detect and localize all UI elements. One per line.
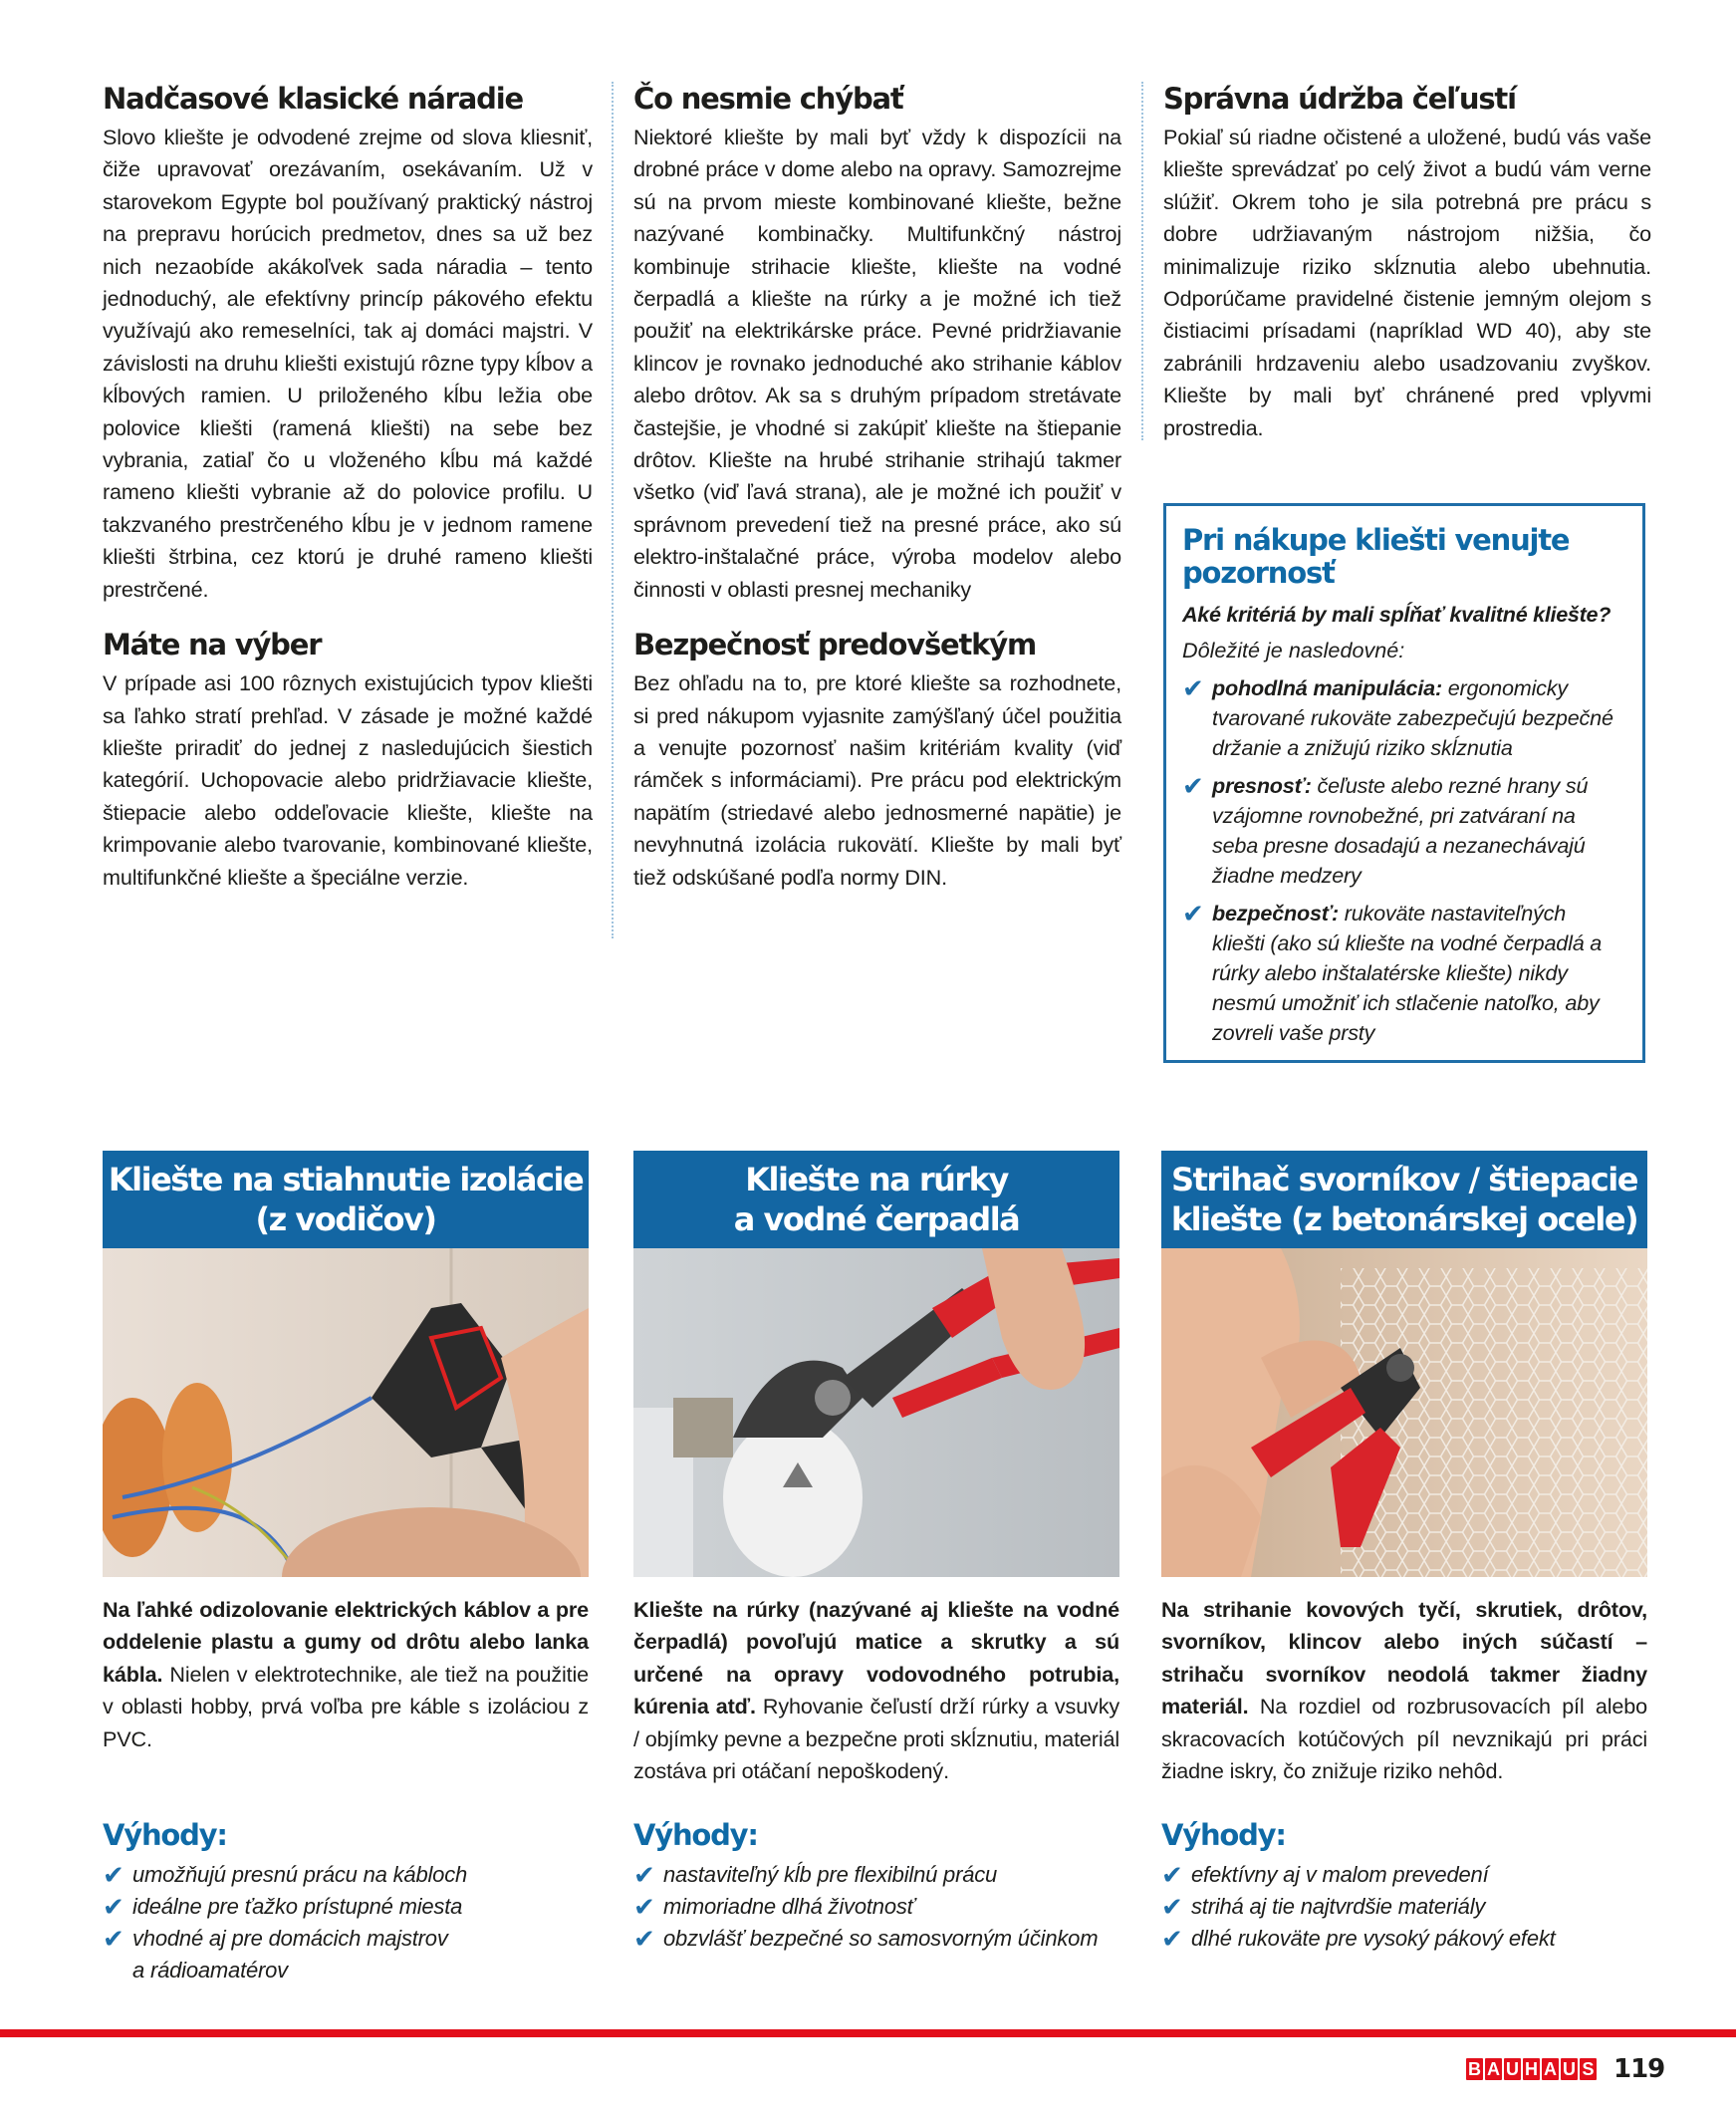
section-heading: Máte na výber	[103, 628, 322, 662]
advantage-item	[103, 1859, 589, 1891]
logo-letter: H	[1525, 2059, 1538, 2079]
card-title-pipe-pliers	[633, 1151, 1119, 1248]
card-title-bolt-cutter	[1161, 1151, 1647, 1248]
advantages-heading: Výhody:	[1161, 1818, 1286, 1852]
criterion-term: bezpečnosť:	[1212, 901, 1339, 926]
advantage-item	[103, 1923, 589, 1986]
card-description	[1161, 1594, 1647, 1787]
card-title-line: Kliešte na rúrky	[745, 1161, 1008, 1198]
advantage-item	[633, 1859, 1119, 1891]
section-body: Bez ohľadu na to, pre ktoré kliešte sa rozhodnete, si pred nákupom vyjasnite zamýšľaný účel použitia a venujte pozornosť našim kritériám kvality (viď rámček s informáciami). Pre prácu pod elektrickým napätím (striedavé alebo jednosmerné napätie) je nevyhnutná izolácia rukovätí. Kliešte by mali byť tiež odskúšané podľa normy DIN.	[633, 670, 1121, 890]
section-heading: Bezpečnosť predovšetkým	[633, 628, 1036, 662]
logo-letter: A	[1544, 2059, 1557, 2079]
advantages-list	[633, 1817, 1119, 1955]
card-title-line: kliešte (z betonárskej ocele)	[1170, 1200, 1638, 1238]
logo-letter: U	[1563, 2059, 1576, 2079]
advantage-text: mimoriadne dlhá životnosť	[663, 1894, 915, 1919]
criterion-text: čeľuste alebo rezné hrany sú vzájomne rovnobežné, pri zatváraní na seba presne dosadajú a nezanechávajú žiadne medzery	[1212, 773, 1589, 888]
logo-letter: B	[1468, 2059, 1481, 2079]
checkmark-icon: ✔	[633, 1924, 655, 1954]
card-description-bold: Na ľahké odizolovanie elektrických káblov a pre oddelenie plastu a gumy od drôtu alebo lanka kábla.	[103, 1597, 589, 1687]
section-body: Niektoré kliešte by mali byť vždy k dispozícii na drobné práce v dome alebo na opravy. Samozrejme sú na prvom mieste kombinované kliešte, bežne nazývané kombinačky. Multifunkčný nástroj kombinuje strihacie kliešte, kliešte na vodné čerpadlá a kliešte na rúrky a je možné ich tiež použiť na elektrikárske práce. Pevné pridržiavanie klincov je rovnako jednoduché ako strihanie káblov alebo drôtov. Ak sa s druhým prípadom stretávate častejšie, je vhodné si zakúpiť kliešte na štiepanie drôtov. Kliešte na hrubé strihanie strihajú takmer všetko (viď ľavá strana), ale je možné ich použiť v správnom prevedení tiež na presné práce, ako sú elektro-inštalačné práce, výroba modelov alebo činnosti v oblasti presnej mechaniky	[633, 125, 1121, 602]
checkmark-icon: ✔	[1161, 1860, 1183, 1890]
advantage-item	[1161, 1859, 1647, 1891]
section-heading: Čo nesmie chýbať	[633, 82, 903, 116]
advantage-text: umožňujú presnú prácu na kábloch	[132, 1862, 468, 1887]
bauhaus-logo	[1466, 2058, 1597, 2080]
column-left	[103, 82, 593, 894]
checkmark-icon: ✔	[1161, 1892, 1183, 1922]
section-heading: Nadčasové klasické náradie	[103, 82, 523, 116]
checkmark-icon: ✔	[103, 1860, 124, 1890]
advantage-text: efektívny aj v malom prevedení	[1191, 1862, 1489, 1887]
card-title-line: Kliešte na stiahnutie izolácie	[108, 1161, 584, 1198]
photo-pipe-pliers	[633, 1248, 1119, 1577]
criterion-term: pohodlná manipulácia:	[1212, 675, 1442, 700]
card-description	[633, 1594, 1119, 1787]
column-middle	[633, 82, 1121, 894]
info-box-title: Pri nákupe kliešti venujte pozornosť	[1182, 523, 1570, 590]
card-description	[103, 1594, 589, 1755]
advantage-text: dlhé rukoväte pre vysoký pákový efekt	[1191, 1926, 1556, 1951]
footer-rule	[0, 2029, 1736, 2037]
checkmark-icon: ✔	[633, 1860, 655, 1890]
criterion-text: ergonomicky tvarované rukoväte zabezpečujú bezpečné držanie a znižujú riziko skĺznutia	[1212, 675, 1613, 760]
column-divider	[1141, 82, 1143, 440]
advantages-list	[103, 1817, 589, 1986]
checkmark-icon: ✔	[1161, 1924, 1183, 1954]
advantage-item	[633, 1891, 1119, 1923]
logo-letter: S	[1580, 2058, 1597, 2080]
card-description-text: Nielen v elektrotechnike, ale tiež na použitie v oblasti hobby, prvá voľba pre káble s izoláciou z PVC.	[103, 1661, 589, 1751]
advantage-item	[1161, 1923, 1647, 1955]
card-title-line: Strihač svorníkov / štiepacie	[1171, 1161, 1637, 1198]
advantage-item	[103, 1891, 589, 1923]
advantage-text: ideálne pre ťažko prístupné miesta	[132, 1894, 463, 1919]
checkmark-icon: ✔	[633, 1892, 655, 1922]
criterion-term: presnosť:	[1212, 773, 1312, 798]
card-title-wire-stripper	[103, 1151, 589, 1248]
checkmark-icon: ✔	[103, 1892, 124, 1922]
advantage-text: vhodné aj pre domácich majstrov a rádioamatérov	[132, 1926, 448, 1983]
advantage-item	[1161, 1891, 1647, 1923]
logo-letter: U	[1506, 2059, 1519, 2079]
info-box-lead: Dôležité je nasledovné:	[1182, 638, 1405, 662]
card-description-text: Ryhovanie čeľustí drží rúrky a vsuvky / objímky pevne a bezpečne proti skĺznutiu, materiál zostáva pri otáčaní nepoškodený.	[633, 1694, 1119, 1784]
criterion-item	[1182, 771, 1622, 891]
advantages-heading: Výhody:	[633, 1818, 758, 1852]
checkmark-icon: ✔	[1182, 899, 1204, 928]
column-divider	[612, 82, 614, 938]
photo-wire-stripper	[103, 1248, 589, 1577]
advantage-item	[633, 1923, 1119, 1955]
criterion-item	[1182, 899, 1622, 1048]
section-body: V prípade asi 100 rôznych existujúcich typov kliešti sa ľahko stratí prehľad. V zásade je možné každé kliešte priradiť do jednej z nasledujúcich šiestich kategórií. Uchopovacie alebo pridržiavacie kliešte, štiepacie alebo oddeľovacie kliešte, kliešte na krimpovanie alebo tvarovanie, kombinované kliešte, multifunkčné kliešte a špeciálne verzie.	[103, 670, 593, 890]
criterion-text: rukoväte nastaviteľných kliešti (ako sú kliešte na vodné čerpadlá a rúrky alebo inštalatérske kliešte) nikdy nesmú umožniť ich stlačenie natoľko, aby zovreli vaše prsty	[1212, 901, 1603, 1045]
section-body: Slovo kliešte je odvodené zrejme od slova kliesniť, čiže upravovať orezávaním, osekávaním. Už v starovekom Egypte bol používaný praktický nástroj na prepravu horúcich predmetov, dnes sa už bez nich nezaobíde akákoľvek sada náradia – tento jednoduchý, ale efektívny princíp pákového efektu využívajú ako remeselníci, tak aj domáci majstri. V závislosti na druhu kliešti existujú rôzne typy kĺbov a kĺbových ramien. U priloženého kĺbu ležia obe polovice kliešti (ramená kliešti) na sebe bez vybrania, zatiaľ čo u vloženého kĺbu má každé rameno kliešti vybranie až do polovice profilu. U takzvaného prestrčeného kĺbu je v jednom ramene kliešti štrbina, cez ktorú je druhé rameno kliešti prestrčené.	[103, 125, 593, 602]
column-right	[1163, 82, 1651, 444]
advantages-list	[1161, 1817, 1647, 1955]
checkmark-icon: ✔	[1182, 673, 1204, 703]
checkmark-icon: ✔	[103, 1924, 124, 1954]
advantages-heading: Výhody:	[103, 1818, 227, 1852]
card-description-text: Na rozdiel od rozbrusovacích píl alebo skracovacích kotúčových píl nevznikajú pri práci žiadne iskry, čo znižuje riziko nehôd.	[1161, 1694, 1647, 1784]
advantage-text: obzvlášť bezpečné so samosvorným účinkom	[663, 1926, 1099, 1951]
card-description-bold: Na strihanie kovových tyčí, skrutiek, drôtov, svorníkov, klincov alebo iných súčastí – strihaču svorníkov neodolá takmer žiadny materiál.	[1161, 1597, 1647, 1719]
info-box	[1163, 503, 1645, 1063]
logo-letter: A	[1487, 2059, 1500, 2079]
photo-bolt-cutter	[1161, 1248, 1647, 1577]
advantage-text: nastaviteľný kĺb pre flexibilnú prácu	[663, 1862, 998, 1887]
advantage-text: strihá aj tie najtvrdšie materiály	[1191, 1894, 1486, 1919]
checkmark-icon: ✔	[1182, 771, 1204, 801]
criterion-item	[1182, 673, 1622, 763]
page-number: 119	[1613, 2054, 1665, 2084]
info-box-question: Aké kritériá by mali spĺňať kvalitné kliešte?	[1182, 602, 1612, 627]
card-title-line: (z vodičov)	[255, 1200, 436, 1238]
card-title-line: a vodné čerpadlá	[733, 1200, 1020, 1238]
section-heading: Správna údržba čeľustí	[1163, 82, 1516, 116]
section-body: Pokiaľ sú riadne očistené a uložené, budú vás vaše kliešte sprevádzať po celý život a budú vám verne slúžiť. Okrem toho je sila potrebná pre prácu s dobre udržiavaným nástrojom nižšia, čo minimalizuje riziko skĺznutia alebo ubehnutia. Odporúčame pravidelné čistenie jemným olejom s čistiacimi prísadami (napríklad WD 40), aby ste zabránili hrdzaveniu alebo usadzovaniu zvyškov. Kliešte by mali byť chránené pred vplyvmi prostredia.	[1163, 125, 1651, 440]
card-description-bold: Kliešte na rúrky (nazývané aj kliešte na vodné čerpadlá) povoľujú matice a skrutky a sú určené na opravy vodovodného potrubia, kúrenia atď.	[633, 1597, 1119, 1719]
